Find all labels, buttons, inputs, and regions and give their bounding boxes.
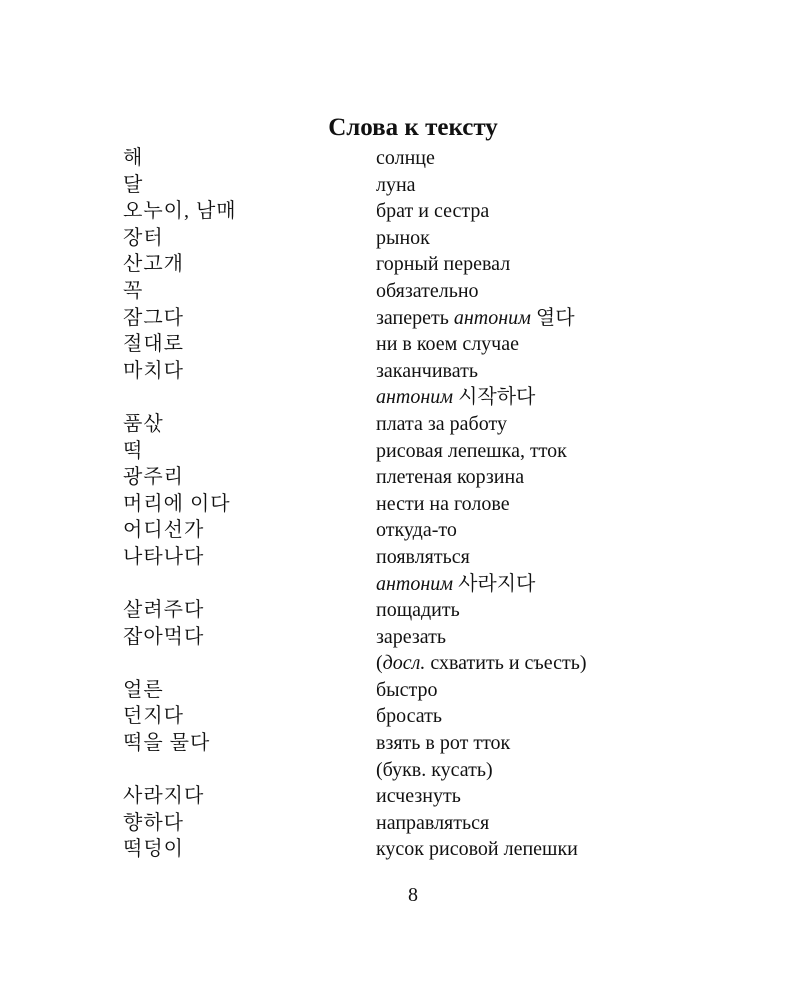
definition-text: солнце (376, 147, 435, 169)
korean-term: 떡을 물다 (123, 732, 211, 755)
russian-definition (376, 464, 683, 491)
vocab-row (123, 783, 683, 810)
definition-text: ни в коем случае (376, 333, 519, 356)
definition-suffix: 사라지다 (453, 572, 536, 595)
russian-definition (376, 677, 683, 704)
vocab-row (123, 544, 683, 571)
korean-term: 오누이, 남매 (123, 200, 237, 223)
korean-term: 장터 (123, 226, 164, 249)
russian-definition (376, 411, 683, 438)
korean-term: 머리에 이다 (123, 492, 231, 515)
italic-label: антоним (376, 572, 454, 595)
russian-definition (376, 703, 683, 730)
definition-suffix: 열다 (530, 306, 575, 329)
russian-definition (376, 251, 683, 278)
russian-definition (376, 650, 683, 677)
vocab-row (123, 438, 683, 465)
russian-definition (376, 225, 683, 252)
russian-definition (376, 783, 683, 810)
definition-text: кусок рисовой лепешки (376, 838, 578, 861)
vocab-row (123, 730, 683, 757)
korean-term: 잠그다 (123, 306, 184, 329)
korean-term: 나타나다 (123, 545, 205, 568)
definition-text: исчезнуть (376, 785, 461, 808)
vocab-row (123, 145, 683, 172)
vocab-row (123, 278, 683, 305)
korean-term: 꼭 (123, 279, 144, 302)
korean-term: 사라지다 (123, 785, 205, 808)
vocab-row (123, 810, 683, 837)
vocab-row (123, 251, 683, 278)
russian-definition (376, 278, 683, 305)
vocab-row (123, 198, 683, 225)
korean-term: 품삯 (123, 412, 164, 435)
vocab-row (123, 703, 683, 730)
definition-text: быстро (376, 678, 438, 701)
vocab-row (123, 305, 683, 332)
definition-text: рынок (376, 226, 430, 249)
russian-definition (376, 597, 683, 624)
korean-term: 향하다 (123, 811, 184, 834)
russian-definition (376, 810, 683, 837)
russian-definition (376, 544, 683, 571)
definition-text: пощадить (376, 599, 460, 622)
korean-term: 절대로 (123, 333, 184, 356)
korean-term: 달 (123, 173, 144, 196)
russian-definition (376, 571, 683, 598)
vocab-row (123, 225, 683, 252)
russian-definition (376, 331, 683, 358)
korean-term: 떡덩이 (123, 838, 184, 861)
definition-text: откуда-то (376, 519, 457, 542)
vocab-row (123, 517, 683, 544)
vocab-row (123, 571, 683, 598)
page-title: Слова к тексту (328, 114, 498, 141)
vocab-row (123, 172, 683, 199)
korean-term: 광주리 (123, 466, 184, 489)
definition-text: горный перевал (376, 253, 511, 276)
korean-term: 마치다 (123, 359, 184, 382)
russian-definition (376, 145, 683, 172)
definition-text: плетеная корзина (376, 466, 525, 489)
russian-definition (376, 198, 683, 225)
definition-text: бросать (376, 705, 443, 728)
russian-definition (376, 836, 683, 863)
vocab-row (123, 384, 683, 411)
russian-definition (376, 384, 683, 411)
definition-text: луна (376, 173, 416, 196)
definition-text: рисовая лепешка, тток (376, 439, 567, 462)
definition-text: направляться (376, 811, 490, 834)
russian-definition (376, 730, 683, 757)
italic-label: досл. (382, 652, 426, 675)
definition-text: плата за работу (376, 412, 507, 435)
definition-text: зарезать (376, 625, 447, 648)
definition-text: ( (376, 652, 383, 675)
vocab-row (123, 491, 683, 518)
definition-suffix: схватить и съесть) (425, 652, 587, 675)
korean-term: 얼른 (123, 678, 164, 701)
italic-label: антоним (453, 306, 531, 329)
russian-definition (376, 491, 683, 518)
definition-text: появляться (376, 545, 470, 568)
russian-definition (376, 305, 683, 332)
vocab-row (123, 677, 683, 704)
korean-term: 떡 (123, 439, 144, 462)
definition-text: обязательно (376, 279, 479, 302)
page-number: 8 (408, 884, 418, 906)
korean-term: 살려주다 (123, 599, 205, 622)
definition-suffix: 시작하다 (453, 386, 536, 409)
italic-label: антоним (376, 386, 454, 409)
definition-text: брат и сестра (376, 200, 490, 223)
korean-term: 해 (123, 147, 144, 169)
korean-term (123, 571, 376, 598)
definition-text: запереть (376, 306, 454, 329)
russian-definition (376, 624, 683, 651)
vocab-row (123, 624, 683, 651)
vocab-row (123, 597, 683, 624)
definition-text: заканчивать (376, 359, 478, 382)
russian-definition (376, 172, 683, 199)
korean-term (123, 757, 376, 784)
vocabulary-list (123, 145, 683, 863)
vocab-row (123, 464, 683, 491)
russian-definition (376, 438, 683, 465)
korean-term (123, 650, 376, 677)
definition-text: нести на голове (376, 492, 510, 515)
korean-term: 잡아먹다 (123, 625, 205, 648)
russian-definition (376, 358, 683, 385)
vocab-row (123, 650, 683, 677)
russian-definition (376, 757, 683, 784)
vocab-row (123, 358, 683, 385)
korean-term: 던지다 (123, 705, 184, 728)
vocab-row (123, 411, 683, 438)
vocab-row (123, 331, 683, 358)
vocab-row (123, 836, 683, 863)
definition-text: (букв. кусать) (376, 758, 493, 781)
korean-term (123, 384, 376, 411)
definition-text: взять в рот тток (376, 732, 511, 755)
korean-term: 산고개 (123, 253, 184, 276)
vocab-row (123, 757, 683, 784)
russian-definition (376, 517, 683, 544)
korean-term: 어디선가 (123, 519, 205, 542)
